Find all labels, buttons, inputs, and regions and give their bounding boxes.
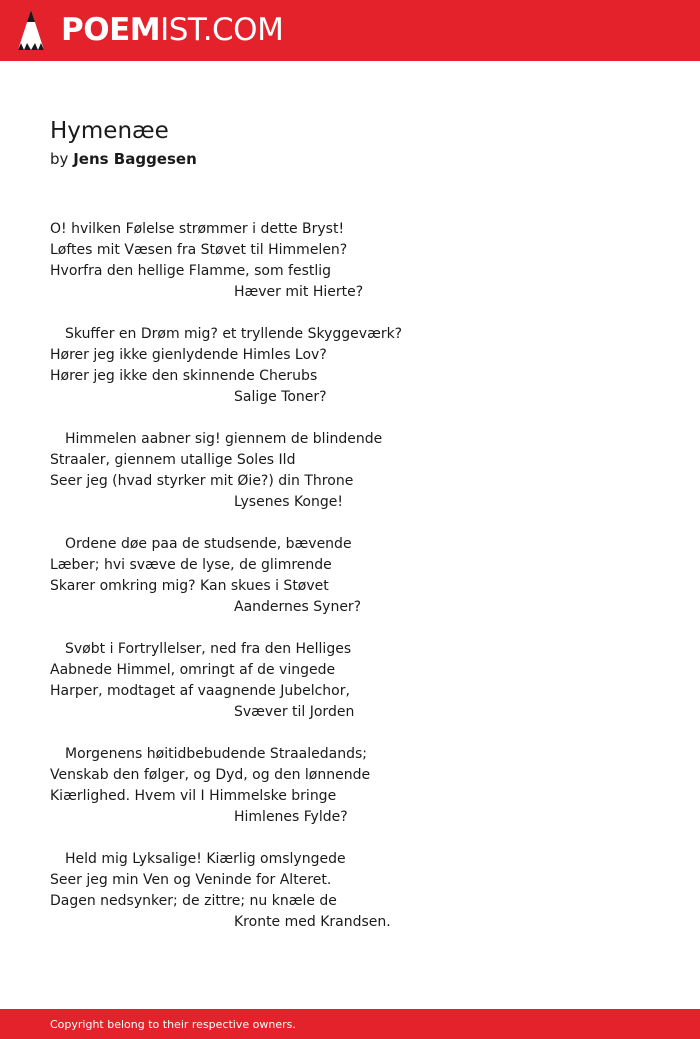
site-header bbox=[0, 0, 700, 61]
poem-line: Lysenes Konge! bbox=[234, 494, 343, 510]
poem-line: Himmelen aabner sig! giennem de blindende bbox=[65, 431, 383, 447]
brand-light-text: IST.COM bbox=[160, 12, 284, 48]
poem-line: Hæver mit Hierte? bbox=[234, 284, 364, 300]
pencil-icon[interactable] bbox=[18, 10, 44, 51]
poem-line: Hvorfra den hellige Flamme, som festlig bbox=[50, 263, 332, 279]
poem-line: Svæver til Jorden bbox=[234, 704, 355, 720]
poem-line: Seer jeg min Ven og Veninde for Alteret. bbox=[50, 872, 332, 888]
poem-line: O! hvilken Følelse strømmer i dette Bryst! bbox=[50, 221, 345, 237]
poem-line: Salige Toner? bbox=[234, 389, 327, 405]
site-logo-text[interactable] bbox=[61, 12, 283, 48]
poem-line: Kiærlighed. Hvem vil I Himmelske bringe bbox=[50, 788, 337, 804]
by-label: by bbox=[50, 150, 69, 168]
poem-stanza bbox=[50, 639, 650, 723]
poem-line: Held mig Lyksalige! Kiærlig omslyngede bbox=[65, 851, 346, 867]
poem-line: Straaler, giennem utallige Soles Ild bbox=[50, 452, 296, 468]
poem-stanza bbox=[50, 849, 650, 933]
poem-stanza bbox=[50, 219, 650, 303]
poem-line: Løftes mit Væsen fra Støvet til Himmelen? bbox=[50, 242, 348, 258]
poem-line: Hører jeg ikke gienlydende Himles Lov? bbox=[50, 347, 327, 363]
poem-stanza bbox=[50, 324, 650, 408]
poem-line: Aandernes Syner? bbox=[234, 599, 362, 615]
poem-line: Læber; hvi svæve de lyse, de glimrende bbox=[50, 557, 332, 573]
poem-stanza bbox=[50, 534, 650, 618]
poem-author: Jens Baggesen bbox=[73, 150, 197, 168]
poem-line: Kronte med Krandsen. bbox=[234, 914, 391, 930]
poem-line: Morgenens høitidbebudende Straaledands; bbox=[65, 746, 367, 762]
poem-line: Seer jeg (hvad styrker mit Øie?) din Throne bbox=[50, 473, 354, 489]
poem-line: Venskab den følger, og Dyd, og den lønnende bbox=[50, 767, 371, 783]
poem-line: Ordene døe paa de studsende, bævende bbox=[65, 536, 352, 552]
site-footer bbox=[0, 1009, 700, 1039]
poem-line: Harper, modtaget af vaagnende Jubelchor, bbox=[50, 683, 350, 699]
brand-bold-text: POEM bbox=[61, 12, 161, 48]
poem-line: Aabnede Himmel, omringt af de vingede bbox=[50, 662, 336, 678]
poem-line: Skuffer en Drøm mig? et tryllende Skyggeværk? bbox=[65, 326, 403, 342]
poem-title: Hymenæe bbox=[50, 118, 169, 144]
poem-line: Skarer omkring mig? Kan skues i Støvet bbox=[50, 578, 329, 594]
poem-stanza bbox=[50, 429, 650, 513]
poem-line: Hører jeg ikke den skinnende Cherubs bbox=[50, 368, 318, 384]
copyright-text: Copyright belong to their respective owners. bbox=[50, 1018, 296, 1031]
poem-line: Dagen nedsynker; de zittre; nu knæle de bbox=[50, 893, 337, 909]
poem-line: Svøbt i Fortryllelser, ned fra den Helliges bbox=[65, 641, 352, 657]
poem-stanza bbox=[50, 744, 650, 828]
poem-byline bbox=[50, 149, 197, 169]
poem-line: Himlenes Fylde? bbox=[234, 809, 348, 825]
poem-body bbox=[50, 219, 650, 954]
